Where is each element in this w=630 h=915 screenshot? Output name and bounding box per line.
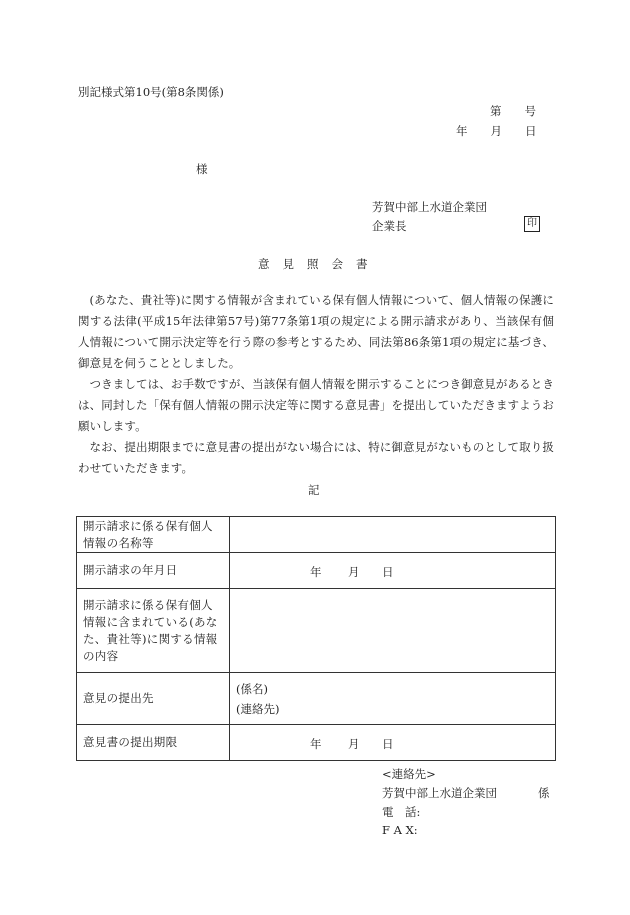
sender-organization: 芳賀中部上水道企業団 <box>372 200 487 214</box>
row-label: 意見の提出先 <box>77 673 230 725</box>
row-value <box>230 517 556 553</box>
ki-heading: 記 <box>308 483 320 497</box>
row-label: 開示請求に係る保有個人情報の名称等 <box>77 517 230 553</box>
row-value-submission <box>230 673 556 725</box>
row-value <box>230 589 556 673</box>
date-year: 年 <box>310 565 322 579</box>
contact-organization: 芳賀中部上水道企業団 <box>382 786 497 800</box>
row-label: 開示請求に係る保有個人情報に含まれている(あなた、貴社等)に関する情報の内容 <box>77 589 230 673</box>
row-label: 意見書の提出期限 <box>77 725 230 761</box>
document-title: 意見照会書 <box>258 257 381 271</box>
table-row <box>77 725 556 761</box>
document-date: 年 月 日 <box>456 124 537 138</box>
table-row <box>77 673 556 725</box>
contact-label: (連絡先) <box>236 701 280 716</box>
details-table <box>76 516 556 761</box>
contact-phone: 電 話: <box>382 805 421 819</box>
sender-position: 企業長 <box>372 219 407 233</box>
row-value-date <box>230 725 556 761</box>
date-day: 日 <box>382 565 394 579</box>
row-value-date <box>230 553 556 589</box>
section-name-label: (係名) <box>236 681 268 696</box>
date-day: 日 <box>382 737 394 751</box>
body-paragraph: なお、提出期限までに意見書の提出がない場合には、特に御意見がないものとして取り扱わせていただきます。 <box>78 440 554 475</box>
contact-heading: <連絡先> <box>382 767 436 781</box>
body-text <box>78 290 554 479</box>
form-number: 別記様式第10号(第8条関係) <box>78 85 224 99</box>
table-row <box>77 589 556 673</box>
addressee-honorific: 様 <box>196 162 208 176</box>
body-paragraph: (あなた、貴社等)に関する情報が含まれている保有個人情報について、個人情報の保護に関する法律(平成15年法律第57号)第77条第1項の規定による開示請求があり、当該保有個人情報について開示決定等を行う際の参考とするため、同法第86条第1項の規定に基づき、御意見を伺うこととしました。 <box>78 293 554 370</box>
row-label: 開示請求の年月日 <box>77 553 230 589</box>
seal-stamp: 印 <box>524 216 540 232</box>
contact-section-suffix: 係 <box>538 786 550 800</box>
date-month: 月 <box>348 737 360 751</box>
table-row <box>77 517 556 553</box>
table-row <box>77 553 556 589</box>
contact-fax: F A X: <box>382 823 418 837</box>
date-month: 月 <box>348 565 360 579</box>
body-paragraph: つきましては、お手数ですが、当該保有個人情報を開示することにつき御意見があるときは、同封した「保有個人情報の開示決定等に関する意見書」を提出していただきますようお願いします。 <box>78 377 554 433</box>
date-year: 年 <box>310 737 322 751</box>
document-number: 第 号 <box>490 104 536 118</box>
